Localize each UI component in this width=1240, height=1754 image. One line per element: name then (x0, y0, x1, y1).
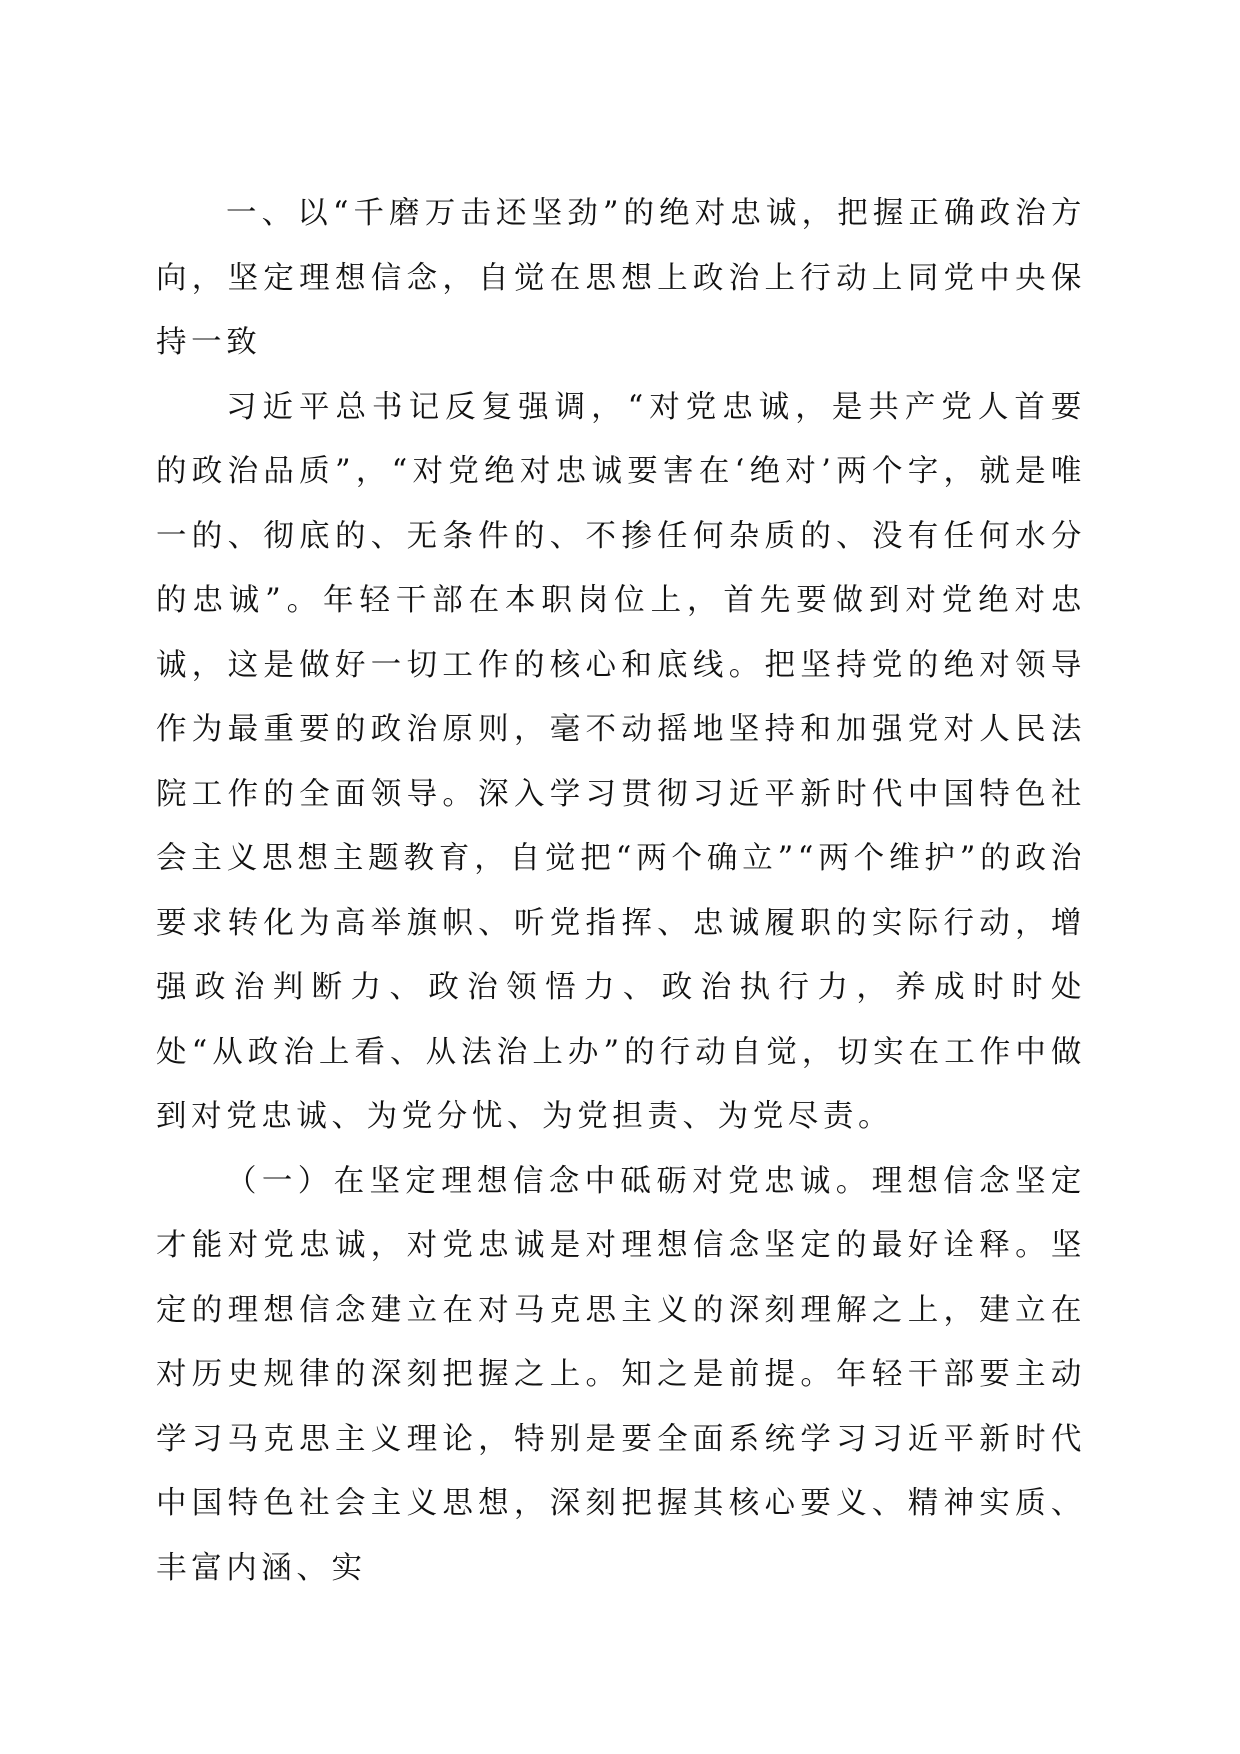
subsection-paragraph: （一）在坚定理想信念中砥砺对党忠诚。理想信念坚定才能对党忠诚，对党忠诚是对理想信念坚定的最好诠释。坚定的理想信念建立在对马克思主义的深刻理解之上，建立在对历史规律的深刻把握之上。知之是前提。年轻干部要主动学习马克思主义理论，特别是要全面系统学习习近平新时代中国特色社会主义思想，深刻把握其核心要义、精神实质、丰富内涵、实 (156, 1163, 1086, 1586)
document-body (156, 182, 1086, 1601)
body-paragraph: 习近平总书记反复强调，“对党忠诚，是共产党人首要的政治品质”，“对党绝对忠诚要害在‘绝对’两个字，就是唯一的、彻底的、无条件的、不掺任何杂质的、没有任何水分的忠诚”。年轻干部在本职岗位上，首先要做到对党绝对忠诚，这是做好一切工作的核心和底线。把坚持党的绝对领导作为最重要的政治原则，毫不动摇地坚持和加强党对人民法院工作的全面领导。深入学习贯彻习近平新时代中国特色社会主义思想主题教育，自觉把“两个确立”“两个维护”的政治要求转化为高举旗帜、听党指挥、忠诚履职的实际行动，增强政治判断力、政治领悟力、政治执行力，养成时时处处“从政治上看、从法治上办”的行动自觉，切实在工作中做到对党忠诚、为党分忧、为党担责、为党尽责。 (156, 389, 1086, 1134)
section-heading: 一、以“千磨万击还坚劲”的绝对忠诚，把握正确政治方向，坚定理想信念，自觉在思想上政治上行动上同党中央保持一致 (156, 196, 1086, 360)
